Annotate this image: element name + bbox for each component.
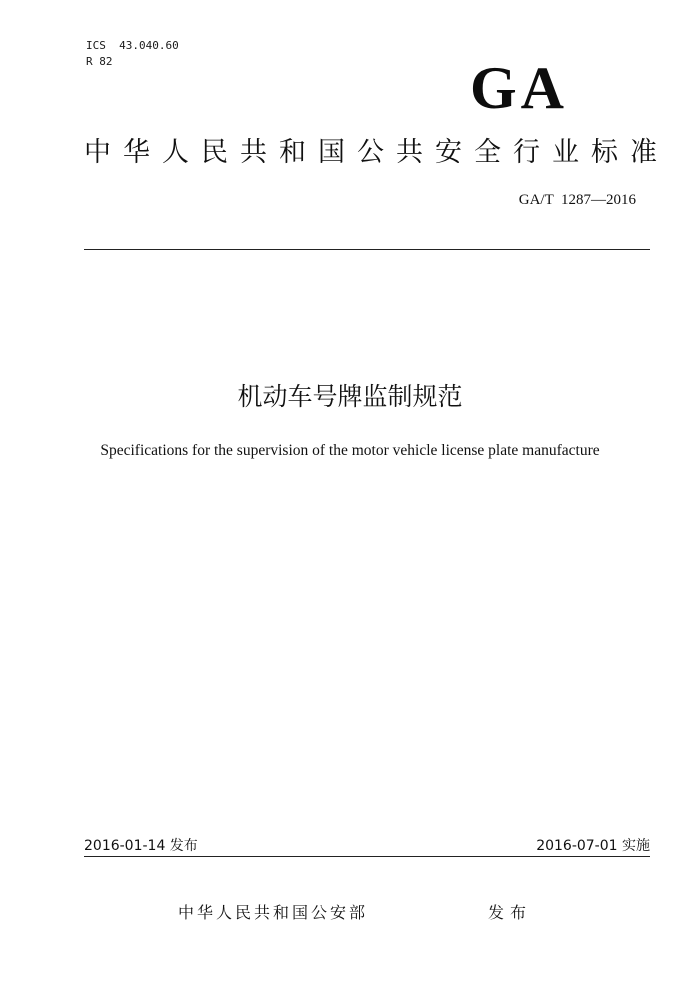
document-title-chinese: 机动车号牌监制规范 — [237, 382, 463, 411]
ics-code: ICS 43.040.60 — [86, 39, 179, 52]
issuing-action: 发布 — [488, 903, 533, 922]
standard-category-title: 中华人民共和国公共安全行业标准 — [84, 137, 669, 168]
header-divider — [84, 249, 650, 250]
issue-date: 2016-01-14 发布 — [84, 838, 198, 854]
ccs-code: R 82 — [86, 55, 113, 68]
standard-number: GA/T 1287—2016 — [518, 192, 636, 208]
issuing-authority: 中华人民共和国公安部 — [178, 903, 369, 922]
document-title-english: Specifications for the supervision of the motor vehicle license plate manufacture — [100, 442, 600, 459]
effective-date: 2016-07-01 实施 — [536, 838, 650, 854]
ga-logo: GA — [470, 55, 568, 121]
footer-divider — [84, 856, 650, 857]
classification-codes — [86, 38, 179, 70]
